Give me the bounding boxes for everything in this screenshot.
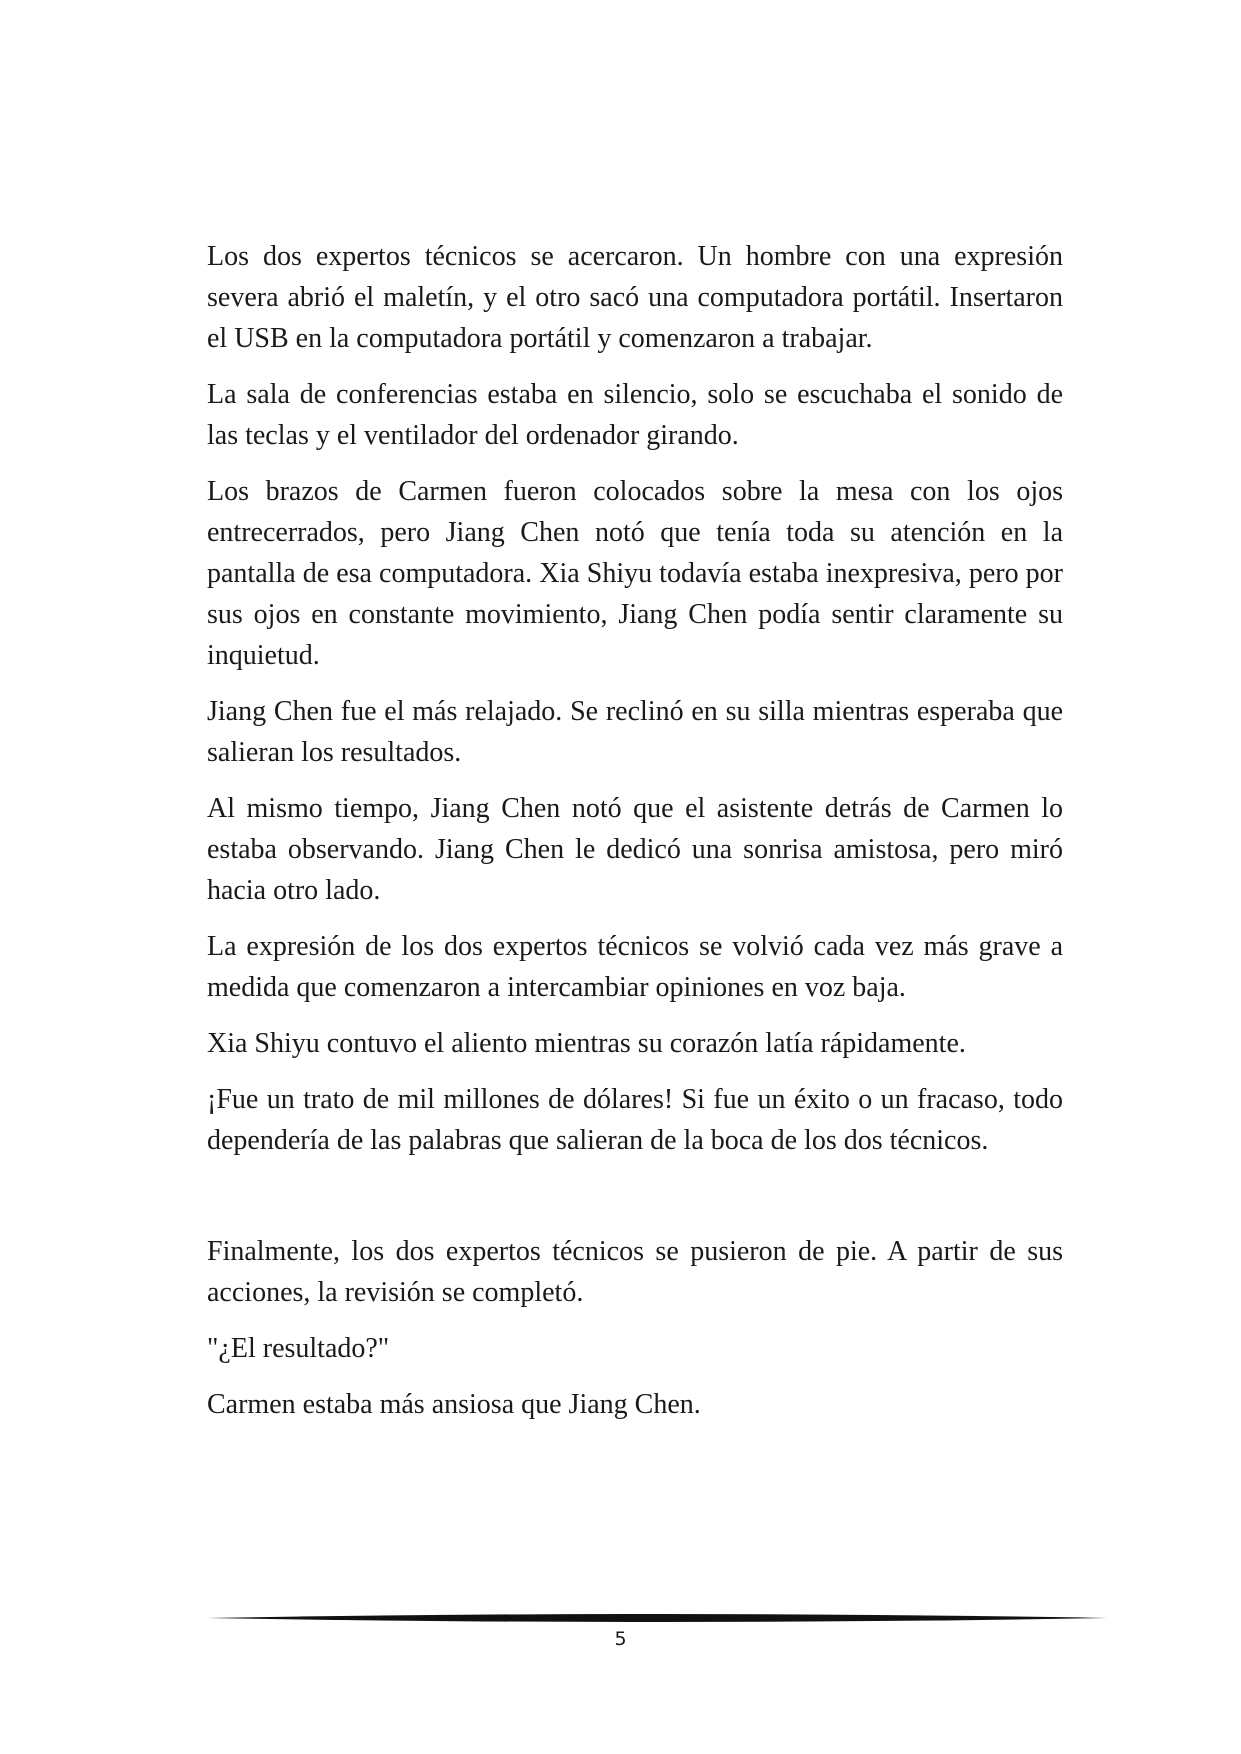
- page-number: 5: [614, 1628, 627, 1650]
- paragraph: Finalmente, los dos expertos técnicos se pusieron de pie. A partir de sus acciones, la revisión se completó.: [207, 1236, 1063, 1308]
- paragraph: "¿El resultado?": [207, 1333, 390, 1364]
- paragraph: La sala de conferencias estaba en silencio, solo se escuchaba el sonido de las teclas y el ventilador del ordenador girando.: [207, 379, 1063, 451]
- footer-divider: [207, 1612, 1107, 1624]
- paragraph: Jiang Chen fue el más relajado. Se reclinó en su silla mientras esperaba que salieran los resultados.: [207, 696, 1063, 768]
- paragraph: ¡Fue un trato de mil millones de dólares! Si fue un éxito o un fracaso, todo dependería de las palabras que salieran de la boca de los dos técnicos.: [207, 1084, 1063, 1156]
- paragraph: La expresión de los dos expertos técnicos se volvió cada vez más grave a medida que comenzaron a intercambiar opiniones en voz baja.: [207, 931, 1063, 1003]
- paragraph: Al mismo tiempo, Jiang Chen notó que el asistente detrás de Carmen lo estaba observando. Jiang Chen le dedicó una sonrisa amistosa, pero miró hacia otro lado.: [207, 793, 1063, 906]
- paragraph: Los dos expertos técnicos se acercaron. Un hombre con una expresión severa abrió el maletín, y el otro sacó una computadora portátil. Insertaron el USB en la computadora portátil y comenzaron a trabajar.: [207, 241, 1063, 354]
- paragraph: Carmen estaba más ansiosa que Jiang Chen.: [207, 1389, 701, 1420]
- paragraph: Xia Shiyu contuvo el aliento mientras su corazón latía rápidamente.: [207, 1028, 966, 1059]
- paragraph: Los brazos de Carmen fueron colocados sobre la mesa con los ojos entrecerrados, pero Jiang Chen notó que tenía toda su atención en la pantalla de esa computadora. Xia Shiyu todavía estaba inexpresiva, pero por sus ojos en constante movimiento, Jiang Chen podía sentir claramente su inquietud.: [207, 476, 1063, 671]
- body-text: [207, 236, 1063, 1440]
